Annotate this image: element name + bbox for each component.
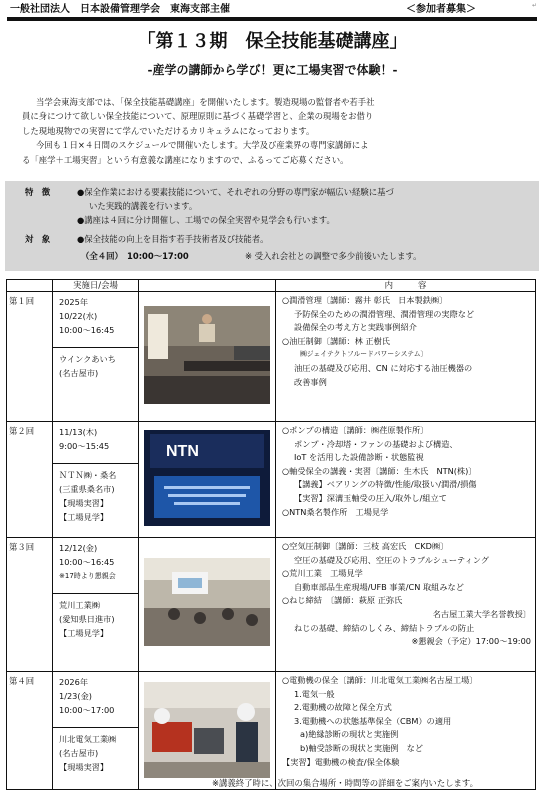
intro-line: 員に身につけて欲しい保全技能について、原理原則に基づく基礎学習と、企業の現場をお借り: [22, 111, 374, 122]
content-line: ○ねじ締結 〔講師：萩原 正弥氏: [282, 595, 403, 606]
venue-line: 【現場実習】: [59, 498, 109, 508]
features-label: 特 徴: [25, 187, 51, 197]
content-line: 2.電動機の故障と保全方式: [294, 702, 392, 713]
content-line: 名古屋工業大学名誉教授〕: [432, 608, 531, 619]
header-rule: [7, 17, 537, 21]
venue-line: (名古屋市): [59, 748, 99, 758]
feature-item: ●保全作業における要素技能について、それぞれの分野の専門家が幅広い経験に基づ: [77, 187, 394, 197]
content-line: ○ポンプの構造〔講師：㈱荏原製作所〕: [282, 425, 429, 435]
content-line: 改善事例: [294, 376, 327, 387]
venue-line: 【現場実習】: [59, 762, 109, 772]
content-line: IoT を活用した設備診断・状態監視: [294, 452, 424, 463]
venue-line: (愛知県日進市): [59, 614, 115, 624]
content-line: 3.電動機への状態基準保全（CBM）の適用: [294, 715, 452, 726]
date-line: 11/13(木): [59, 427, 98, 437]
date-venue-cell: [53, 422, 139, 538]
table-row: [7, 538, 536, 672]
date-line: 2025年: [59, 297, 89, 307]
intro-line: る「座学＋工場実習」という有意義な講座になりますので、ふるってご応募ください。: [22, 154, 349, 165]
venue-line: 【工場見学】: [59, 512, 109, 522]
organizer-heading: 一般社団法人 日本設備管理学会 東海支部主催: [10, 4, 230, 15]
table-row: [7, 292, 536, 422]
ntn-photo: [144, 430, 270, 526]
venue-line: 【工場見学】: [59, 628, 109, 638]
date-line: 10/22(水): [59, 311, 98, 321]
content-line: 【実習】電動機の検査/保全体験: [282, 756, 400, 767]
content-line: 予防保全のための潤滑管理、潤滑管理の実際など: [294, 308, 475, 319]
venue-line: ウインクあいち: [59, 354, 116, 364]
date-line: 1/23(金): [59, 691, 92, 701]
intro-line: 今回も１日×４日間のスケジュールで開催いたします。大学及び産業界の専門家講師によ: [36, 140, 369, 151]
session-label: 第４回: [7, 672, 53, 790]
content-line: ○潤滑管理〔講師：霧井 彰氏 日本製鉄㈱〕: [282, 295, 448, 305]
content-line: ○荒川工業 工場見学: [282, 568, 363, 579]
date-line: 9:00～15:45: [59, 441, 110, 451]
paragraph-mark: ↵: [532, 2, 538, 9]
content-line: 【実習】深溝玉軸受の圧入/取外し/組立て: [294, 492, 447, 503]
session-venue: [53, 593, 138, 640]
content-line: ㈱ジェイテクトフルードパワーシステム〕: [300, 350, 428, 359]
date-venue-cell: [53, 538, 139, 672]
venue-line: (名古屋市): [59, 368, 99, 378]
feature-item: ●講座は４回に分け開催し、工場での保全実習や見学会も行います。: [77, 215, 335, 225]
content-line: ※懇親会（予定）17:00～19:00: [411, 636, 531, 647]
date-line: 12/12(金): [59, 543, 98, 553]
session-content: [276, 292, 536, 422]
date-line: 10:00～17:00: [59, 705, 115, 715]
venue-line: 荒川工業㈱: [59, 600, 100, 610]
session-label: 第２回: [7, 422, 53, 538]
table-row: [7, 672, 536, 790]
table-header-row: [7, 280, 536, 292]
content-line: 設備保全の考え方と実践事例紹介: [294, 322, 417, 333]
session-date: [53, 292, 138, 347]
column-header-content: 内 容: [276, 280, 536, 292]
session-label: 第１回: [7, 292, 53, 422]
table-row: [7, 422, 536, 538]
date-line: 2026年: [59, 677, 89, 687]
session-venue: [53, 463, 138, 524]
schedule-note: ※ 受入れ会社との調整で多少前後いたします。: [245, 251, 422, 261]
svg-text:NTN: NTN: [166, 443, 199, 460]
content-line: ねじの基礎、締結のしくみ、締結トラブルの防止: [294, 622, 475, 633]
photo-cell: [139, 422, 276, 538]
date-line: 10:00～16:45: [59, 557, 115, 567]
photo-cell: [139, 538, 276, 672]
session-venue: [53, 727, 138, 774]
content-line: 自動車部品生産現場/UFB 事業/CN 取組みなど: [294, 581, 464, 592]
seminar-room-photo: [144, 558, 270, 646]
session-venue: [53, 347, 138, 380]
photo-cell: [139, 672, 276, 790]
intro-line: した現地現物での実習にて学んでいただけるカリキュラムになっております。: [22, 125, 315, 136]
content-line: 油圧の基礎及び応用、CN に対応する油圧機器の: [294, 362, 473, 373]
session-content: [276, 422, 536, 538]
content-line: ○電動機の保全〔講師：川北電気工業㈱名古屋工場〕: [282, 675, 478, 685]
content-line: 1.電気一般: [294, 688, 335, 699]
page-subtitle: -産学の講師から学び！更に工場実習で体験！-: [147, 63, 398, 77]
schedule-text: （全４回） 10:00～17:00: [81, 251, 189, 261]
date-venue-cell: [53, 672, 139, 790]
features-box: [5, 181, 539, 271]
session-label: 第３回: [7, 538, 53, 672]
content-line: 【講義】ベアリングの特徴/性能/取扱い/潤滑/損傷: [294, 479, 477, 490]
session-date: [53, 538, 138, 593]
session-date: [53, 422, 138, 463]
content-line: 空圧の基礎及び応用、空圧のトラブルシューティング: [294, 554, 489, 565]
venue-line: 川北電気工業㈱: [59, 734, 117, 744]
feature-item: いた実践的講義を行います。: [89, 201, 198, 211]
workshop-photo: [144, 682, 270, 778]
content-line: ○軸受保全の講義・実習〔講師：生木氏 NTN(株)〕: [282, 465, 477, 476]
intro-line: 当学会東海支部では、「保全技能基礎講座」を開催いたします。製造現場の監督者や若手社: [36, 97, 375, 107]
content-line: ポンプ・冷却塔・ファンの基礎および構造、: [294, 438, 458, 449]
content-line: ○空気圧制御〔講師：三枝 高宏氏 CKD㈱〕: [282, 541, 449, 551]
venue-line: ＮＴＮ㈱・桑名: [59, 470, 117, 480]
date-line: ※17時より懇親会: [59, 572, 116, 580]
intro-paragraph: [22, 95, 530, 167]
date-line: 10:00～16:45: [59, 325, 115, 335]
content-line: ○油圧制御〔講師：林 正樹氏: [282, 335, 390, 346]
content-line: b)軸受診断の現状と実施例 など: [300, 742, 424, 753]
session-date: [53, 672, 138, 727]
content-line: a)絶縁診断の現状と実施例: [300, 729, 399, 740]
footer-note: ※講義終了時に、次回の集合場所・時間等の詳細をご案内いたします。: [212, 778, 478, 788]
date-venue-cell: [53, 292, 139, 422]
target-text: ●保全技能の向上を目指す若手技術者及び技能者。: [77, 234, 269, 244]
content-line: ○NTN桑名製作所 工場見学: [282, 506, 389, 517]
photo-cell: [139, 292, 276, 422]
recruit-label: ＜参加者募集＞: [406, 4, 476, 15]
venue-line: (三重県桑名市): [59, 484, 115, 494]
page-title: 「第１３期 保全技能基礎講座」: [137, 31, 408, 52]
target-label: 対 象: [25, 234, 51, 244]
session-content: [276, 672, 536, 790]
column-header-date: 実施日/会場: [53, 280, 139, 292]
schedule-table: [6, 279, 536, 790]
session-content: [276, 538, 536, 672]
lecture-photo: [144, 306, 270, 404]
